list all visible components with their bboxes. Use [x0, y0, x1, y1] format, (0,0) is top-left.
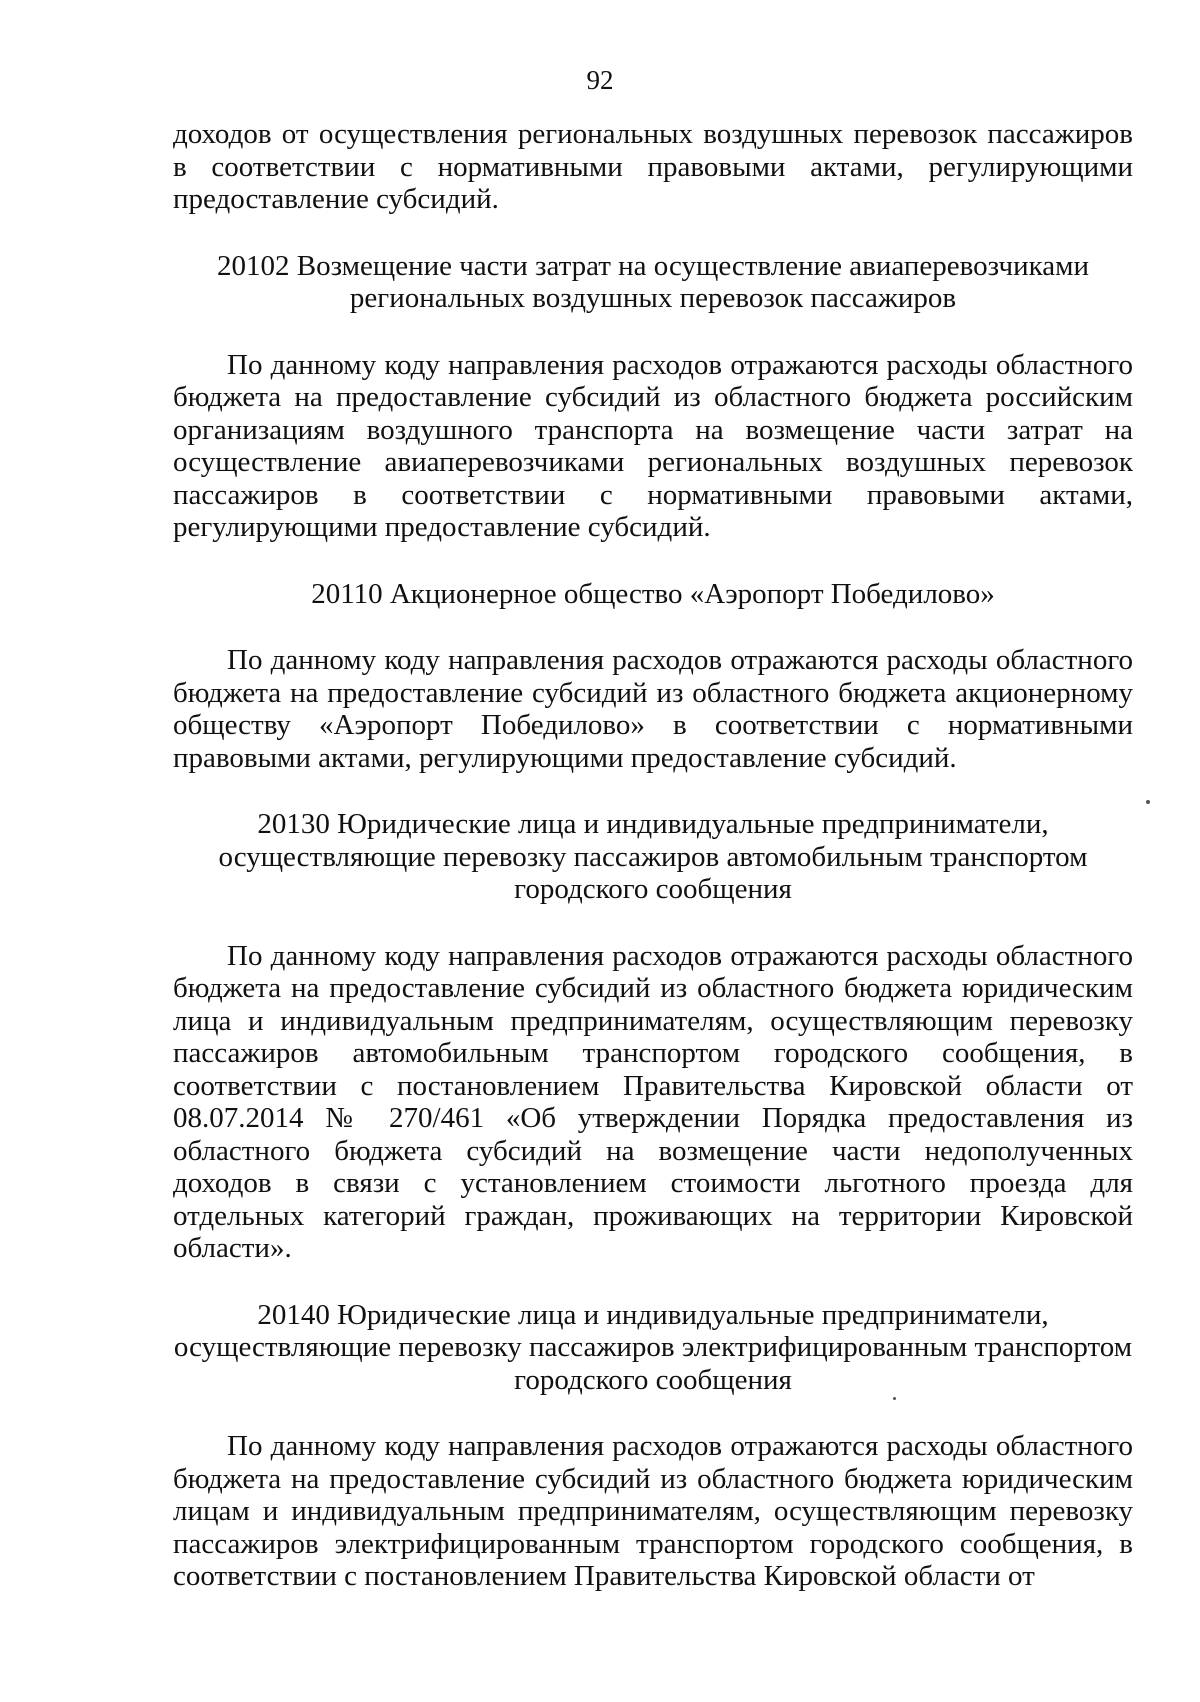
continuation-paragraph: доходов от осуществления региональных воздушных перевозок пассажиров в соответствии с нормативными правовыми актами, регулирующими предоставление субсидий. — [173, 118, 1133, 215]
heading-line: городского сообщения — [514, 873, 792, 905]
section-paragraph-20102: По данному коду направления расходов отражаются расходы областного бюджета на предоставление субсидий из областного бюджета российским организациям воздушного транспорта на возмещение части затрат на осуществление авиаперевозчиками региональных воздушных перевозок пассажиров в соответствии с нормативными правовыми актами, регулирующими предоставление субсидий. — [173, 348, 1133, 543]
heading-line: 20130 Юридические лица и индивидуальные предприниматели, — [257, 808, 1049, 840]
heading-line: 20110 Акционерное общество «Аэропорт Победилово» — [311, 577, 995, 610]
section-heading-20130 — [173, 808, 1133, 906]
scan-speck — [893, 1397, 896, 1400]
page-number: 92 — [586, 65, 614, 95]
heading-line: 20102 Возмещение части затрат на осуществление авиаперевозчиками — [217, 249, 1089, 282]
heading-line: осуществляющие перевозку пассажиров автомобильным транспортом — [218, 840, 1088, 873]
heading-line: региональных воздушных перевозок пассажиров — [349, 282, 957, 314]
scan-speck — [1146, 800, 1150, 804]
document-body — [173, 118, 1133, 1593]
heading-line: осуществляющие перевозку пассажиров электрифицированным транспортом — [173, 1331, 1133, 1363]
heading-line: 20140 Юридические лица и индивидуальные предприниматели, — [257, 1298, 1049, 1331]
section-paragraph-20140: По данному коду направления расходов отражаются расходы областного бюджета на предоставление субсидий из областного бюджета юридическим лицам и индивидуальным предпринимателям, осуществляющим перевозку пассажиров электрифицированным транспортом городского сообщения, в соответствии с постановлением Правительства Кировской области от — [173, 1430, 1133, 1592]
section-heading-20140 — [173, 1299, 1133, 1397]
heading-line: городского сообщения — [514, 1363, 792, 1396]
section-heading-20110 — [173, 578, 1133, 611]
section-heading-20102 — [173, 250, 1133, 315]
section-paragraph-20130: По данному коду направления расходов отражаются расходы областного бюджета на предоставление субсидий из областного бюджета юридическим лица и индивидуальным предпринимателям, осуществляющим перевозку пассажиров автомобильным транспортом городского сообщения, в соответствии с постановлением Правительства Кировской области от 08.07.2014 № 270/461 «Об утверждении Порядка предоставления из областного бюджета субсидий на возмещение части недополученных доходов в связи с установлением стоимости льготного проезда для отдельных категорий граждан, проживающих на территории Кировской области». — [173, 939, 1133, 1264]
section-paragraph-20110: По данному коду направления расходов отражаются расходы областного бюджета на предоставление субсидий из областного бюджета акционерному обществу «Аэропорт Победилово» в соответствии с нормативными правовыми актами, регулирующими предоставление субсидий. — [173, 644, 1133, 774]
